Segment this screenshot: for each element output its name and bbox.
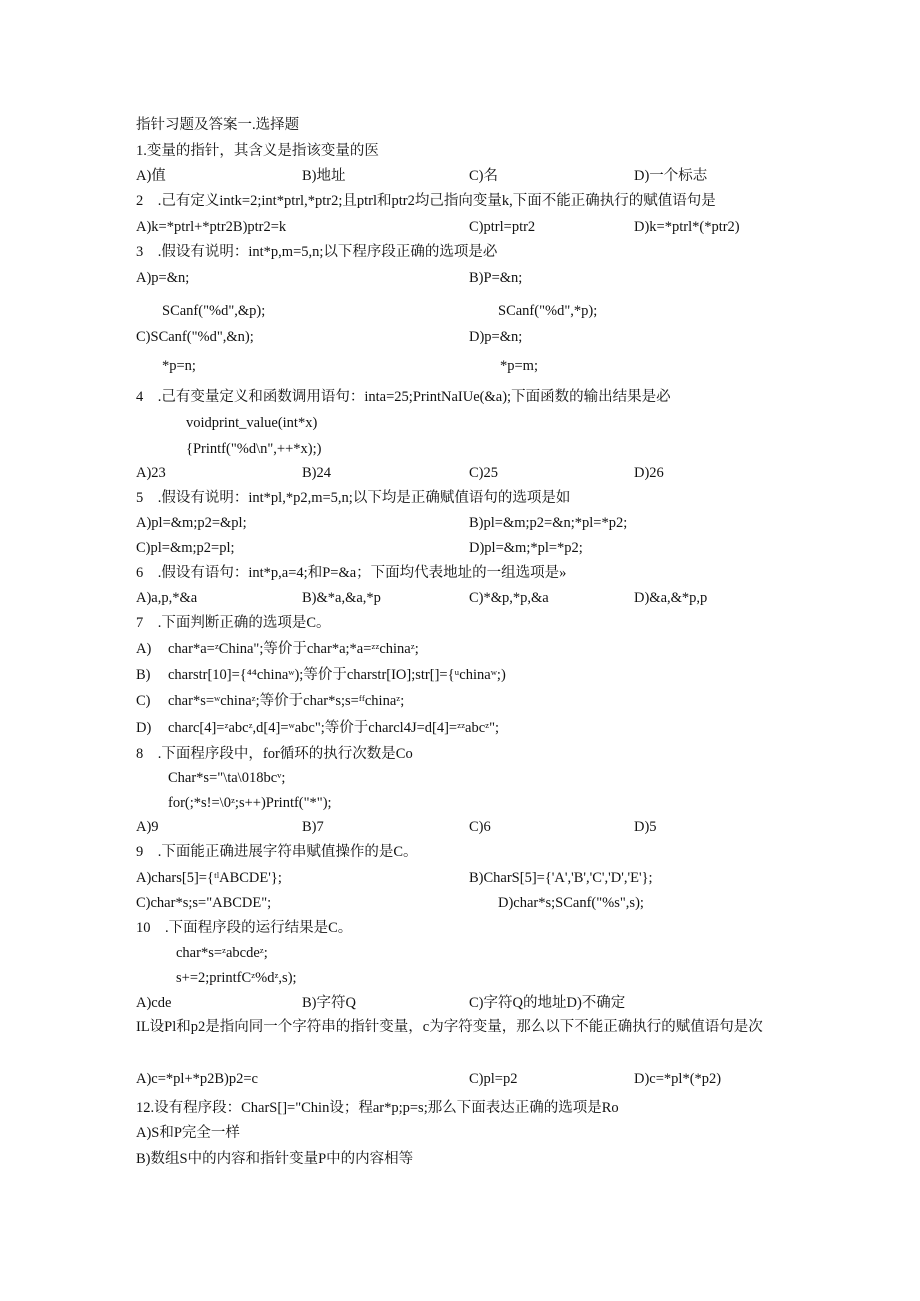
question-7-option-a: char*a=ᶻChina";等价于char*a;*a=ᶻᶻchinaᶻ; [168,641,419,657]
question-6-option-d: D)&a,&*p,p [634,590,708,606]
question-4-option-c: C)25 [469,465,498,481]
question-8-code-line2: for(;*s!=\0ᶻ;s++)Printf("*"); [168,795,332,811]
question-8-option-c: C)6 [469,819,491,835]
question-3-option-b-line2: SCanf("%d",*p); [498,303,598,319]
question-9-option-a: A)chars[5]={ᵗˡABCDE'}; [136,870,282,886]
question-1-option-c: C)名 [469,168,498,184]
question-4-option-a: A)23 [136,465,166,481]
question-6-option-a: A)a,p,*&a [136,590,198,606]
question-2-option-c: C)ptrl=ptr2 [469,219,536,235]
question-3-option-c-line2: *p=n; [162,358,196,374]
question-9-option-d: D)char*s;SCanf("%s",s); [498,895,644,911]
question-5-option-b: B)pl=&m;p2=&n;*pl=*p2; [469,515,628,531]
question-8-stem: 8 .下面程序段中，for循环的执行次数是Co [136,746,413,762]
question-2-option-d: D)k=*ptrl*(*ptr2) [634,219,740,235]
question-3-option-a-line2: SCanf("%d",&p); [162,303,266,319]
question-1-option-a: A)值 [136,168,166,184]
question-12-option-a: A)S和P完全一样 [136,1125,240,1141]
question-8-option-b: B)7 [302,819,324,835]
question-7-option-b: charstr[10]={⁴⁴chinaʷ);等价于charstr[IO];str[]={ᵘchinaʷ;) [168,667,506,683]
question-8-code-line1: Char*s="\ta\018bcᵛ; [168,770,286,786]
question-7-option-a-label: A) [136,641,152,657]
question-5-option-a: A)pl=&m;p2=&pl; [136,515,247,531]
question-4-code-line1: voidprint_value(int*x) [186,415,318,431]
question-7-option-c-label: C) [136,693,151,709]
question-10-option-b: B)字符Q [302,995,356,1011]
question-3-option-d: D)p=&n; [469,329,523,345]
question-10-option-a: A)cde [136,995,172,1011]
question-7-option-b-label: B) [136,667,151,683]
question-5-option-d: D)pl=&m;*pl=*p2; [469,540,583,556]
question-4-code-line2: {Printf("%d\n",++*x);) [186,441,322,457]
question-12-option-b: B)数组S中的内容和指针变量P中的内容相等 [136,1151,414,1167]
question-4-option-b: B)24 [302,465,331,481]
question-12-stem: 12.设有程序段：CharS[]="Chin设；程ar*p;p=s;那么下面表达正确的选项是Ro [136,1100,619,1116]
question-5-option-c: C)pl=&m;p2=pl; [136,540,235,556]
question-6-option-b: B)&*a,&a,*p [302,590,381,606]
question-10-code-line1: char*s=ᶻabcdeᶻ; [176,945,268,961]
question-3-option-d-line2: *p=m; [500,358,538,374]
question-10-code-line2: s+=2;printfCᶻ%dᶻ,s); [176,970,297,986]
question-10-option-cd: C)字符Q的地址D)不确定 [469,995,626,1011]
question-1-option-b: B)地址 [302,168,346,184]
question-3-option-a: A)p=&n; [136,270,190,286]
question-8-option-a: A)9 [136,819,159,835]
question-6-stem: 6 .假设有语句：int*p,a=4;和P=&a；下面均代表地址的一组选项是» [136,565,567,581]
question-2-option-ab: A)k=*ptrl+*ptr2B)ptr2=k [136,219,287,235]
question-11-stem: IL设Pl和p2是指向同一个字符串的指针变量，c为字符变量，那么以下不能正确执行的赋值语句是次 [136,1019,763,1035]
question-7-stem: 7 .下面判断正确的选项是C。 [136,615,331,631]
question-8-option-d: D)5 [634,819,657,835]
question-6-option-c: C)*&p,*p,&a [469,590,549,606]
question-7-option-c: char*s=ʷchinaᶻ;等价于char*s;s=ᶠᶠchinaᶻ; [168,693,405,709]
question-3-stem: 3 .假设有说明：int*p,m=5,n;以下程序段正确的选项是必 [136,244,498,260]
question-7-option-d: charc[4]=ᶻabcᶻ,d[4]=ʷabc";等价于charcl4J=d[4]=ᶻᶻabcᶻ"; [168,720,500,736]
question-9-option-b: B)CharS[5]={'A','B','C','D','E'}; [469,870,653,886]
question-5-stem: 5 .假设有说明：int*pl,*p2,m=5,n;以下均是正确赋值语句的选项是如 [136,490,571,506]
question-11-option-ab: A)c=*pl+*p2B)p2=c [136,1071,258,1087]
question-9-option-c: C)char*s;s="ABCDE"; [136,895,272,911]
question-11-option-d: D)c=*pl*(*p2) [634,1071,722,1087]
question-2-stem: 2 .己有定义intk=2;int*ptrl,*ptr2;且ptrl和ptr2均己指向变量k,下面不能正确执行的赋值语句是 [136,193,716,209]
question-10-stem: 10 .下面程序段的运行结果是C。 [136,920,353,936]
question-1-option-d: D)一个标志 [634,168,708,184]
question-7-option-d-label: D) [136,720,152,736]
question-1-stem: 1.变量的指针，其含义是指该变量的医 [136,143,379,159]
question-9-stem: 9 .下面能正确进展字符串赋值操作的是C。 [136,844,418,860]
document-title: 指针习题及答案一.选择题 [136,117,300,133]
question-4-option-d: D)26 [634,465,664,481]
question-3-option-b: B)P=&n; [469,270,523,286]
question-11-option-c: C)pl=p2 [469,1071,518,1087]
question-3-option-c: C)SCanf("%d",&n); [136,329,254,345]
question-4-stem: 4 .己有变量定义和函数调用语句：inta=25;PrintNaIUe(&a);下面函数的输出结果是必 [136,389,671,405]
